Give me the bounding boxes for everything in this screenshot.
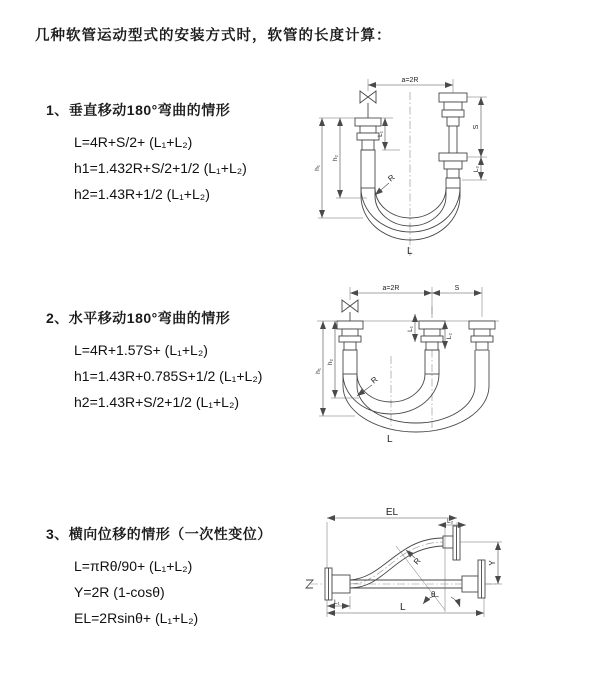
formula-el: EL=2Rsinθ+ (L₁+L₂) (74, 610, 199, 626)
formula-length: L=4R+1.57S+ (L₁+L₂) (74, 342, 208, 358)
valve-icon (360, 91, 376, 118)
dim-label-l2: L₂ (446, 332, 453, 340)
dim-label-l: L (400, 602, 406, 613)
dim-label-r: R (369, 374, 380, 386)
hose-drawing (317, 300, 499, 432)
dim-label-l1: L₁ (407, 326, 414, 332)
dim-label-h2: h₂ (327, 358, 334, 366)
dim-label-h2: h₂ (332, 154, 339, 162)
dim-label-l1: L₁ (377, 131, 384, 137)
dim-label-l: L (387, 434, 393, 445)
section-2-heading: 2、水平移动180°弯曲的情形 (46, 310, 231, 326)
diagram-vertical-movement (305, 66, 595, 264)
section-2-formulas (74, 337, 316, 415)
dim-label-el: EL (385, 507, 399, 518)
section-3-formulas (74, 553, 316, 631)
dimensions (327, 507, 502, 617)
dim-label-r: R (386, 172, 397, 184)
section-1-formulas (74, 129, 316, 207)
dim-label-r: R (411, 556, 423, 567)
formula-h2: h2=1.43R+S/2+1/2 (L₁+L₂) (74, 394, 240, 410)
formula-length: L=πRθ/90+ (L₁+L₂) (74, 558, 193, 574)
dim-label-l: L (407, 246, 413, 257)
section-3 (46, 524, 316, 631)
dim-label-a2r: a=2R (382, 285, 400, 292)
formula-h1: h1=1.43R+0.785S+1/2 (L₁+L₂) (74, 368, 263, 384)
hose-drawing (355, 91, 467, 240)
hose-drawing (325, 526, 485, 612)
section-2 (46, 308, 316, 415)
dim-label-l2: L₂ (447, 518, 454, 525)
dim-label-h1: h₁ (314, 165, 321, 171)
dim-label-l1: L₁ (334, 599, 340, 606)
formula-h1: h1=1.432R+S/2+1/2 (L₁+L₂) (74, 160, 247, 176)
section-3-heading: 3、横向位移的情形（一次性变位） (46, 526, 272, 542)
dim-label-s: S (454, 285, 460, 292)
diagram-lateral-displacement (298, 496, 598, 664)
formula-h2: h2=1.43R+1/2 (L₁+L₂) (74, 186, 210, 202)
dim-label-a2r: a=2R (401, 77, 419, 84)
dim-label-h1: h₁ (315, 368, 322, 374)
dim-label-y: Y (488, 560, 497, 566)
section-1 (46, 100, 316, 207)
dim-label-l2: L₂ (473, 165, 480, 173)
dim-label-theta: θ (431, 590, 436, 599)
dim-label-s: S (473, 124, 480, 130)
diagram-horizontal-movement (303, 276, 593, 468)
formula-y: Y=2R (1-cosθ) (74, 584, 165, 600)
valve-icon (342, 300, 358, 321)
page-title: 几种软管运动型式的安装方式时，软管的长度计算： (35, 28, 392, 44)
section-1-heading: 1、垂直移动180°弯曲的情形 (46, 102, 231, 118)
formula-length: L=4R+S/2+ (L₁+L₂) (74, 134, 193, 150)
